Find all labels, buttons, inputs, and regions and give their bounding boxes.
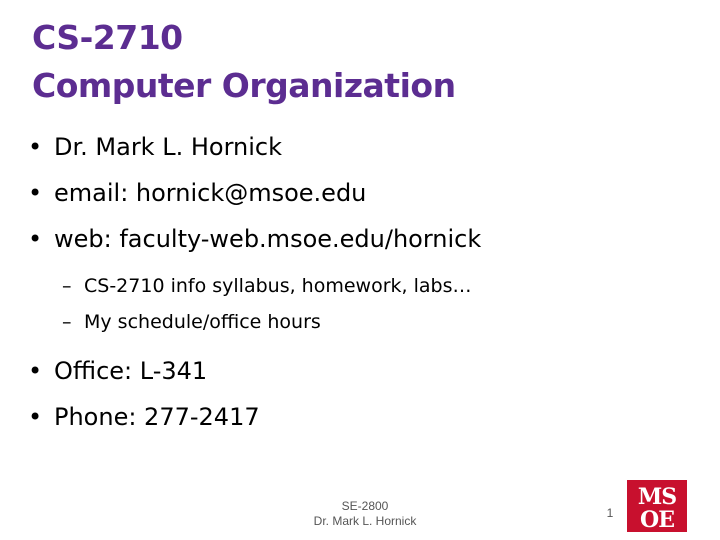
bullet-marker: • (28, 357, 43, 385)
svg-text:OE: OE (640, 507, 674, 532)
sub-bullet-marker: – (62, 275, 72, 297)
bullet-text: Office: L-341 (54, 357, 208, 385)
bullet-item (28, 348, 708, 394)
sub-bullet-text: CS-2710 info syllabus, homework, labs… (84, 275, 472, 297)
footer-author: Dr. Mark L. Hornick (313, 514, 417, 528)
sub-bullet-marker: – (62, 311, 72, 333)
bullet-text: Phone: 277-2417 (54, 403, 260, 431)
sub-bullet-text: My schedule/office hours (84, 311, 321, 333)
sub-bullet-item (62, 268, 708, 304)
bullet-text: email: hornick@msoe.edu (54, 179, 367, 207)
sub-bullet-item (62, 304, 708, 340)
bullet-item (28, 124, 708, 170)
bullet-marker: • (28, 225, 43, 253)
slide-footer (280, 499, 450, 529)
footer-course: SE-2800 (341, 499, 389, 513)
bullet-item (28, 216, 708, 262)
slide-title (32, 14, 456, 110)
bullet-marker: • (28, 133, 43, 161)
msoe-logo (627, 480, 687, 532)
bullet-text: web: faculty-web.msoe.edu/hornick (54, 225, 482, 253)
slide-title-line-1: CS-2710 (32, 18, 183, 57)
svg-text:MS: MS (637, 484, 677, 510)
page-number: 1 (606, 506, 614, 520)
bullet-item (28, 170, 708, 216)
bullet-text: Dr. Mark L. Hornick (54, 133, 282, 161)
slide-title-line-2: Computer Organization (32, 66, 456, 105)
msoe-logo-icon (627, 480, 687, 532)
bullet-marker: • (28, 179, 43, 207)
bullet-marker: • (28, 403, 43, 431)
bullet-list (28, 124, 708, 440)
bullet-item (28, 394, 708, 440)
